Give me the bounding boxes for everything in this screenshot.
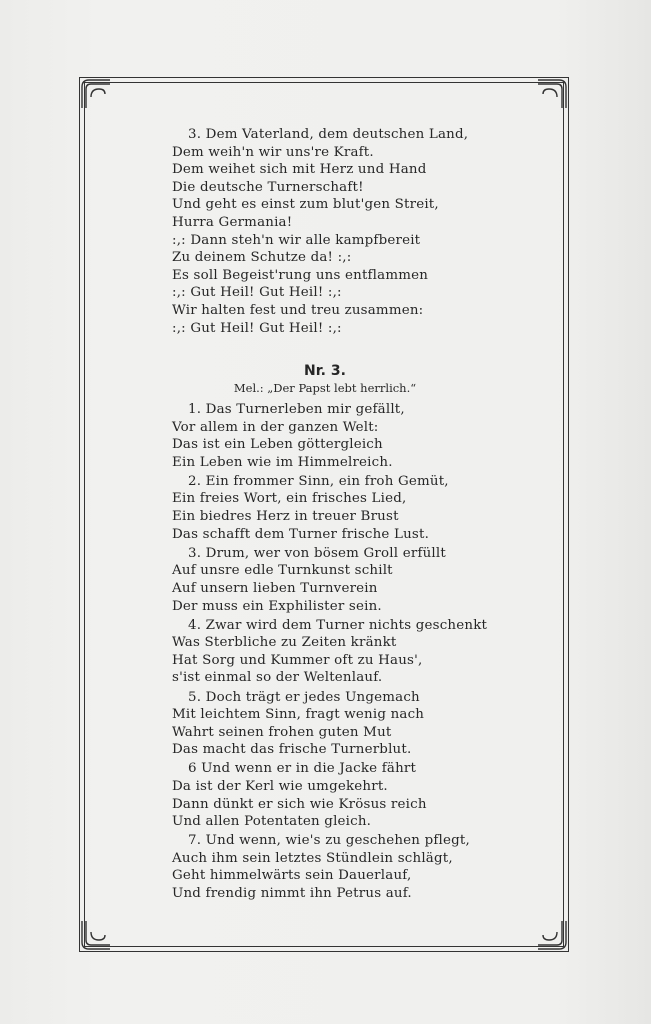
verse-line: Ein freies Wort, ein frisches Lied, bbox=[172, 491, 407, 507]
verse-line: Hurra Germania! bbox=[172, 214, 293, 230]
verse-line: Wir halten fest und treu zusammen: bbox=[172, 302, 424, 318]
melody-note: Mel.: „Der Papst lebt herrlich.“ bbox=[233, 381, 417, 395]
verse-line: Vor allem in der ganzen Welt: bbox=[172, 419, 379, 435]
verse-line: Und frendig nimmt ihn Petrus auf. bbox=[172, 886, 412, 902]
verse-line: Und allen Potentaten gleich. bbox=[172, 814, 372, 830]
verse-line: :,: Gut Heil! Gut Heil! :,: bbox=[172, 285, 342, 301]
stanza bbox=[172, 473, 552, 543]
corner-ornament-icon bbox=[535, 77, 569, 111]
verse-line: :,: Dann steh'n wir alle kampfbereit bbox=[172, 232, 421, 248]
verse-line: 7. Und wenn, wie's zu geschehen pflegt, bbox=[188, 833, 470, 849]
song-stanza-top bbox=[172, 126, 552, 337]
verse-line: :,: Gut Heil! Gut Heil! :,: bbox=[172, 320, 342, 336]
verse-line: Es soll Begeist'rung uns entflammen bbox=[172, 267, 429, 283]
verse-line: Hat Sorg und Kummer oft zu Haus', bbox=[172, 652, 423, 668]
corner-ornament-icon bbox=[79, 918, 113, 952]
verse-line: 3. Dem Vaterland, dem deutschen Land, bbox=[188, 127, 469, 142]
verse-line: Wahrt seinen frohen guten Mut bbox=[172, 724, 392, 740]
verse-line: Mit leichtem Sinn, fragt wenig nach bbox=[172, 707, 425, 723]
verse-line: Die deutsche Turnerschaft! bbox=[172, 179, 364, 195]
stanza bbox=[172, 545, 552, 615]
stanza bbox=[172, 617, 552, 687]
verse-line: Das schafft dem Turner frische Lust. bbox=[172, 526, 430, 542]
verse-line: Das ist ein Leben göttergleich bbox=[172, 437, 383, 453]
song-3-body bbox=[172, 401, 552, 904]
verse-line: Ein biedres Herz in treuer Brust bbox=[172, 509, 399, 525]
verse-line: 5. Doch trägt er jedes Ungemach bbox=[188, 689, 420, 705]
corner-ornament-icon bbox=[535, 918, 569, 952]
verse-line: 2. Ein frommer Sinn, ein froh Gemüt, bbox=[188, 473, 449, 489]
verse-line: Geht himmelwärts sein Dauerlauf, bbox=[172, 868, 412, 884]
verse-line: s'ist einmal so der Weltenlauf. bbox=[172, 670, 383, 686]
verse-line: Und geht es einst zum blut'gen Streit, bbox=[172, 197, 439, 213]
verse-line: Zu deinem Schutze da! :,: bbox=[172, 250, 352, 266]
corner-ornament-icon bbox=[79, 77, 113, 111]
stanza bbox=[172, 832, 552, 902]
verse-line: 4. Zwar wird dem Turner nichts geschenkt bbox=[188, 617, 488, 633]
verse-line: Der muss ein Exphilister sein. bbox=[172, 598, 382, 614]
verse-line: Was Sterbliche zu Zeiten kränkt bbox=[172, 635, 397, 651]
verse-line: Auch ihm sein letztes Stündlein schlägt, bbox=[172, 850, 453, 866]
verse-line: Dem weihet sich mit Herz und Hand bbox=[172, 162, 427, 178]
verse-line: Dem weih'n wir uns're Kraft. bbox=[172, 144, 374, 160]
stanza bbox=[172, 689, 552, 759]
verse-line: Auf unsern lieben Turnverein bbox=[172, 580, 378, 596]
verse-line: Dann dünkt er sich wie Krösus reich bbox=[172, 796, 427, 812]
stanza bbox=[172, 401, 552, 471]
verse-line: 6 Und wenn er in die Jacke fährt bbox=[188, 761, 417, 777]
verse-line: Da ist der Kerl wie umgekehrt. bbox=[172, 778, 388, 794]
stanza bbox=[172, 760, 552, 830]
verse-line: 1. Das Turnerleben mir gefällt, bbox=[188, 402, 405, 417]
verse-line: Ein Leben wie im Himmelreich. bbox=[172, 454, 393, 470]
verse-line: Auf unsre edle Turnkunst schilt bbox=[172, 563, 393, 579]
verse-line: Das macht das frische Turnerblut. bbox=[172, 742, 412, 758]
verse-line: 3. Drum, wer von bösem Groll erfüllt bbox=[188, 545, 446, 561]
song-number-heading: Nr. 3. bbox=[304, 363, 346, 379]
